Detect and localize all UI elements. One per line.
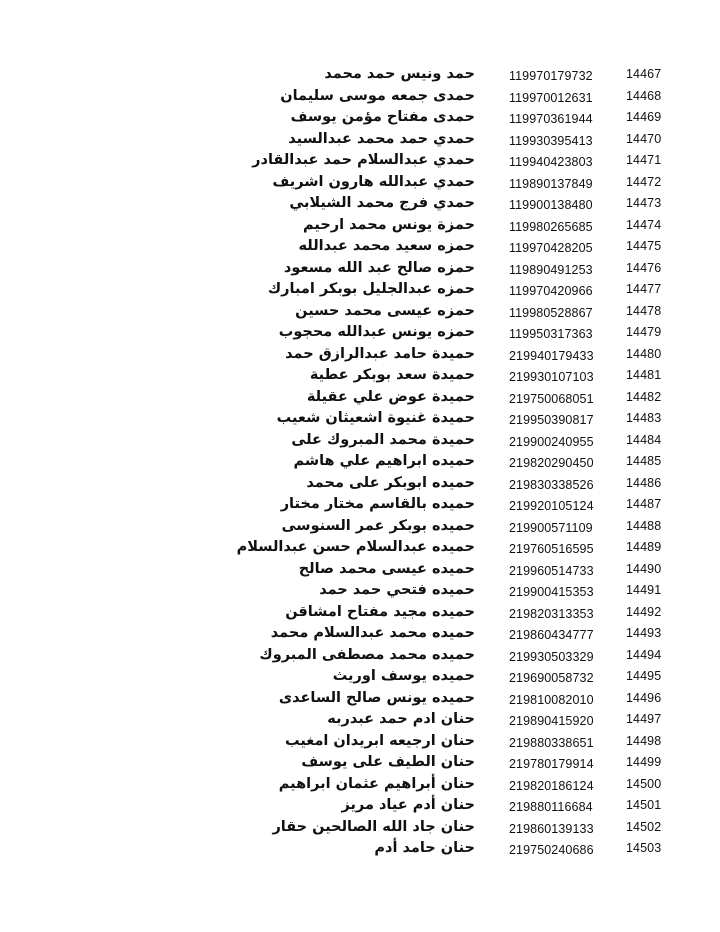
national-id: 219900240955 [509, 434, 594, 449]
list-row [0, 64, 720, 86]
national-id: 119930395413 [509, 133, 593, 148]
national-id: 219860434777 [509, 628, 594, 642]
serial-number: 14499 [626, 755, 662, 769]
national-id: 119970012631 [509, 90, 593, 105]
list-row [0, 602, 720, 624]
national-id: 219750240686 [509, 843, 594, 857]
list-row [0, 86, 720, 108]
serial-number: 14503 [626, 841, 662, 855]
person-name: حمدى مفتاح مؤمن يوسف [290, 109, 475, 125]
person-name: حميده محمد مصطفى المبروك [259, 646, 475, 663]
list-row [0, 709, 720, 731]
person-name: حمزه عبدالجليل بوبكر امبارك [267, 281, 475, 297]
person-name: حمدي عبدالله هارون اشريف [272, 173, 475, 190]
list-row [0, 301, 720, 323]
national-id: 219960514733 [509, 563, 594, 578]
serial-number: 14501 [626, 798, 662, 812]
serial-number: 14495 [626, 669, 662, 683]
person-name: حميده بالقاسم مختار مختار [280, 496, 475, 512]
person-name: حميده عبدالسلام حسن عبدالسلام [236, 539, 475, 555]
person-name: حميدة غنيوة اشعيثان شعيب [276, 410, 475, 426]
list-row [0, 408, 720, 430]
national-id: 219950390817 [509, 413, 594, 427]
national-id: 119900138480 [509, 198, 593, 212]
serial-number: 14502 [626, 819, 662, 834]
national-id: 219820313353 [509, 606, 594, 621]
serial-number: 14473 [626, 196, 662, 210]
national-id: 219820186124 [509, 778, 594, 793]
list-row [0, 430, 720, 452]
national-id: 119970179732 [509, 69, 593, 83]
person-name: حميده محمد عبدالسلام محمد [270, 625, 475, 641]
national-id: 219690058732 [509, 671, 594, 685]
national-id: 119950317363 [509, 327, 593, 341]
national-id: 219900571109 [509, 520, 593, 535]
serial-number: 14469 [626, 110, 662, 124]
list-row [0, 838, 720, 860]
serial-number: 14489 [626, 540, 662, 554]
serial-number: 14498 [626, 733, 662, 748]
serial-number: 14488 [626, 518, 662, 533]
serial-number: 14490 [626, 561, 662, 576]
person-name: حنان ارجيعه ابريدان امغيب [284, 732, 475, 749]
national-id: 119980265685 [509, 219, 593, 234]
names-list [0, 64, 720, 860]
serial-number: 14492 [626, 604, 662, 619]
national-id: 219810082010 [509, 692, 594, 707]
list-row [0, 150, 720, 172]
serial-number: 14468 [626, 88, 662, 103]
person-name: حمدي عبدالسلام حمد عبدالقادر [252, 152, 475, 168]
list-row [0, 645, 720, 667]
national-id: 119970361944 [509, 112, 593, 126]
serial-number: 14497 [626, 712, 662, 726]
serial-number: 14478 [626, 303, 662, 318]
national-id: 219780179914 [509, 757, 594, 771]
national-id: 219890415920 [509, 714, 594, 728]
person-name: حمزه صالح عبد الله مسعود [283, 259, 475, 276]
national-id: 219830338526 [509, 477, 594, 492]
person-name: حميده ابراهيم علي هاشم [293, 453, 475, 469]
list-row [0, 559, 720, 581]
national-id: 119890491253 [509, 262, 593, 277]
serial-number: 14491 [626, 583, 662, 597]
list-row [0, 236, 720, 258]
person-name: حميده مجيد مفتاح امشاقن [285, 603, 475, 620]
person-name: حميده يوسف اوريث [332, 668, 475, 684]
serial-number: 14485 [626, 454, 662, 468]
national-id: 219930503329 [509, 649, 594, 664]
national-id: 219900415353 [509, 585, 594, 599]
serial-number: 14484 [626, 432, 662, 447]
national-id: 219880116684 [509, 800, 593, 814]
serial-number: 14486 [626, 475, 662, 490]
list-row [0, 193, 720, 215]
list-row [0, 365, 720, 387]
serial-number: 14493 [626, 626, 662, 640]
list-row [0, 537, 720, 559]
national-id: 219880338651 [509, 735, 594, 750]
list-row [0, 172, 720, 194]
serial-number: 14470 [626, 131, 662, 146]
serial-number: 14496 [626, 690, 662, 705]
national-id: 119940423803 [509, 155, 593, 169]
list-row [0, 752, 720, 774]
person-name: حميدة حامد عبدالرازق حمد [285, 345, 475, 362]
person-name: حميده ابوبكر على محمد [306, 474, 475, 491]
person-name: حميدة عوض علي عقيلة [306, 388, 475, 405]
serial-number: 14494 [626, 647, 662, 662]
person-name: حنان أدم عياد مريز [341, 797, 475, 813]
person-name: حمد ونيس حمد محمد [324, 66, 475, 82]
serial-number: 14477 [626, 282, 662, 296]
serial-number: 14487 [626, 497, 662, 511]
list-row [0, 817, 720, 839]
list-row [0, 795, 720, 817]
list-row [0, 494, 720, 516]
national-id: 119970420966 [509, 284, 593, 298]
serial-number: 14471 [626, 153, 662, 167]
serial-number: 14474 [626, 217, 662, 232]
list-row [0, 731, 720, 753]
person-name: حميده عيسى محمد صالح [298, 560, 475, 577]
serial-number: 14481 [626, 368, 662, 382]
person-name: حميده بوبكر عمر السنوسى [281, 517, 475, 534]
serial-number: 14482 [626, 389, 662, 404]
list-row [0, 322, 720, 344]
list-row [0, 279, 720, 301]
person-name: حنان أبراهيم عثمان ابراهيم [278, 775, 475, 792]
national-id: 219940179433 [509, 348, 594, 363]
list-row [0, 129, 720, 151]
person-name: حمزة يونس محمد ارحيم [303, 216, 475, 233]
national-id: 219920105124 [509, 499, 594, 513]
person-name: حمدي فرج محمد الشيلابي [289, 195, 475, 211]
person-name: حمزه سعيد محمد عبدالله [298, 238, 475, 254]
national-id: 219820290450 [509, 456, 594, 470]
person-name: حمدى جمعه موسى سليمان [280, 87, 475, 104]
national-id: 219860139133 [509, 821, 594, 836]
list-row [0, 473, 720, 495]
person-name: حنان ادم حمد عبدربه [327, 711, 475, 727]
list-row [0, 387, 720, 409]
person-name: حمزه عيسى محمد حسين [295, 302, 475, 319]
national-id: 219750068051 [509, 391, 594, 406]
list-row [0, 666, 720, 688]
serial-number: 14476 [626, 260, 662, 275]
national-id: 219930107103 [509, 370, 594, 384]
national-id: 119970428205 [509, 241, 593, 255]
serial-number: 14479 [626, 325, 662, 339]
serial-number: 14472 [626, 174, 662, 189]
person-name: حمزه يونس عبدالله محجوب [278, 324, 475, 340]
list-row [0, 580, 720, 602]
national-id: 119890137849 [509, 176, 593, 191]
list-row [0, 451, 720, 473]
person-name: حميدة محمد المبروك على [291, 431, 475, 448]
serial-number: 14480 [626, 346, 662, 361]
list-row [0, 774, 720, 796]
serial-number: 14467 [626, 67, 662, 81]
person-name: حنان جاد الله الصالحين حقار [272, 818, 475, 835]
person-name: حمدي حمد محمد عبدالسيد [288, 130, 475, 147]
person-name: حميدة سعد بوبكر عطية [309, 367, 475, 383]
list-row [0, 688, 720, 710]
national-id: 219760516595 [509, 542, 594, 556]
person-name: حنان حامد أدم [374, 840, 475, 856]
list-row [0, 107, 720, 129]
person-name: حميده فتحي حمد حمد [319, 582, 475, 598]
list-row [0, 623, 720, 645]
serial-number: 14500 [626, 776, 662, 791]
serial-number: 14483 [626, 411, 662, 425]
list-row [0, 215, 720, 237]
list-row [0, 344, 720, 366]
serial-number: 14475 [626, 239, 662, 253]
person-name: حنان الطيف على يوسف [301, 754, 475, 770]
list-row [0, 258, 720, 280]
list-row [0, 516, 720, 538]
national-id: 119980528867 [509, 305, 593, 320]
person-name: حميده يونس صالح الساعدى [278, 689, 475, 706]
